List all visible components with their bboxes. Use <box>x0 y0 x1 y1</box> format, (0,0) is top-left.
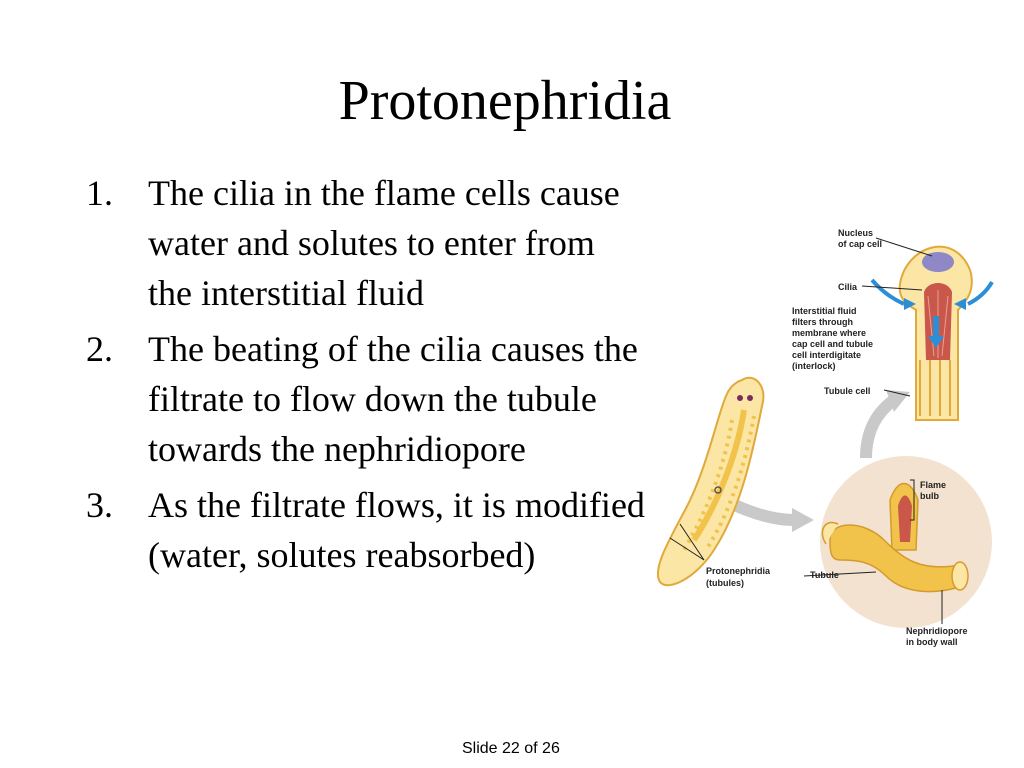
gray-arrow <box>866 400 894 458</box>
list-text: As the filtrate flows, it is modified (water, solutes reabsorbed) <box>148 485 645 575</box>
label-interstitial-3: membrane where <box>792 328 867 338</box>
label-interstitial-6: (interlock) <box>792 361 836 371</box>
label-interstitial-5: cell interdigitate <box>792 350 862 360</box>
list-text: The cilia in the flame cells cause water and solutes to enter from the interstitial fluid <box>148 173 620 313</box>
protonephridia-figure <box>654 220 1014 660</box>
protonephridia-diagram <box>654 220 1014 660</box>
leader-line <box>876 238 932 256</box>
label-flame: Flame <box>920 480 947 490</box>
list-number: 3. <box>86 485 113 525</box>
slide-counter: Slide 22 of 26 <box>462 740 560 757</box>
magnified-tubule <box>820 456 992 628</box>
flatworm-icon <box>658 378 764 586</box>
list-item <box>86 168 646 318</box>
label-interstitial-4: cap cell and tubule <box>792 339 874 349</box>
list-item <box>86 480 646 580</box>
label-nucleus: Nucleus <box>838 228 874 238</box>
label-tubule-cell: Tubule cell <box>824 386 871 396</box>
label-protonephridia-2: (tubules) <box>706 578 744 588</box>
list-number: 1. <box>86 173 113 213</box>
label-protonephridia: Protonephridia <box>706 566 771 576</box>
label-nephridiopore-2: in body wall <box>906 637 958 647</box>
label-nephridiopore: Nephridiopore <box>906 626 968 636</box>
downflow-arrow-icon <box>933 316 939 338</box>
label-tubule: Tubule <box>810 570 839 580</box>
label-cilia: Cilia <box>838 282 858 292</box>
label-interstitial-2: filters through <box>792 317 853 327</box>
list-text: The beating of the cilia causes the filtrate to flow down the tubule towards the nephridiopore <box>148 329 638 469</box>
label-interstitial-1: Interstitial fluid <box>792 306 857 316</box>
slide-title: Protonephridia <box>338 70 672 132</box>
label-nucleus-2: of cap cell <box>838 239 883 249</box>
label-bulb: bulb <box>920 491 939 501</box>
gray-arrow-head <box>792 508 814 532</box>
list-item <box>86 324 646 474</box>
numbered-list <box>86 168 646 586</box>
list-number: 2. <box>86 329 113 369</box>
